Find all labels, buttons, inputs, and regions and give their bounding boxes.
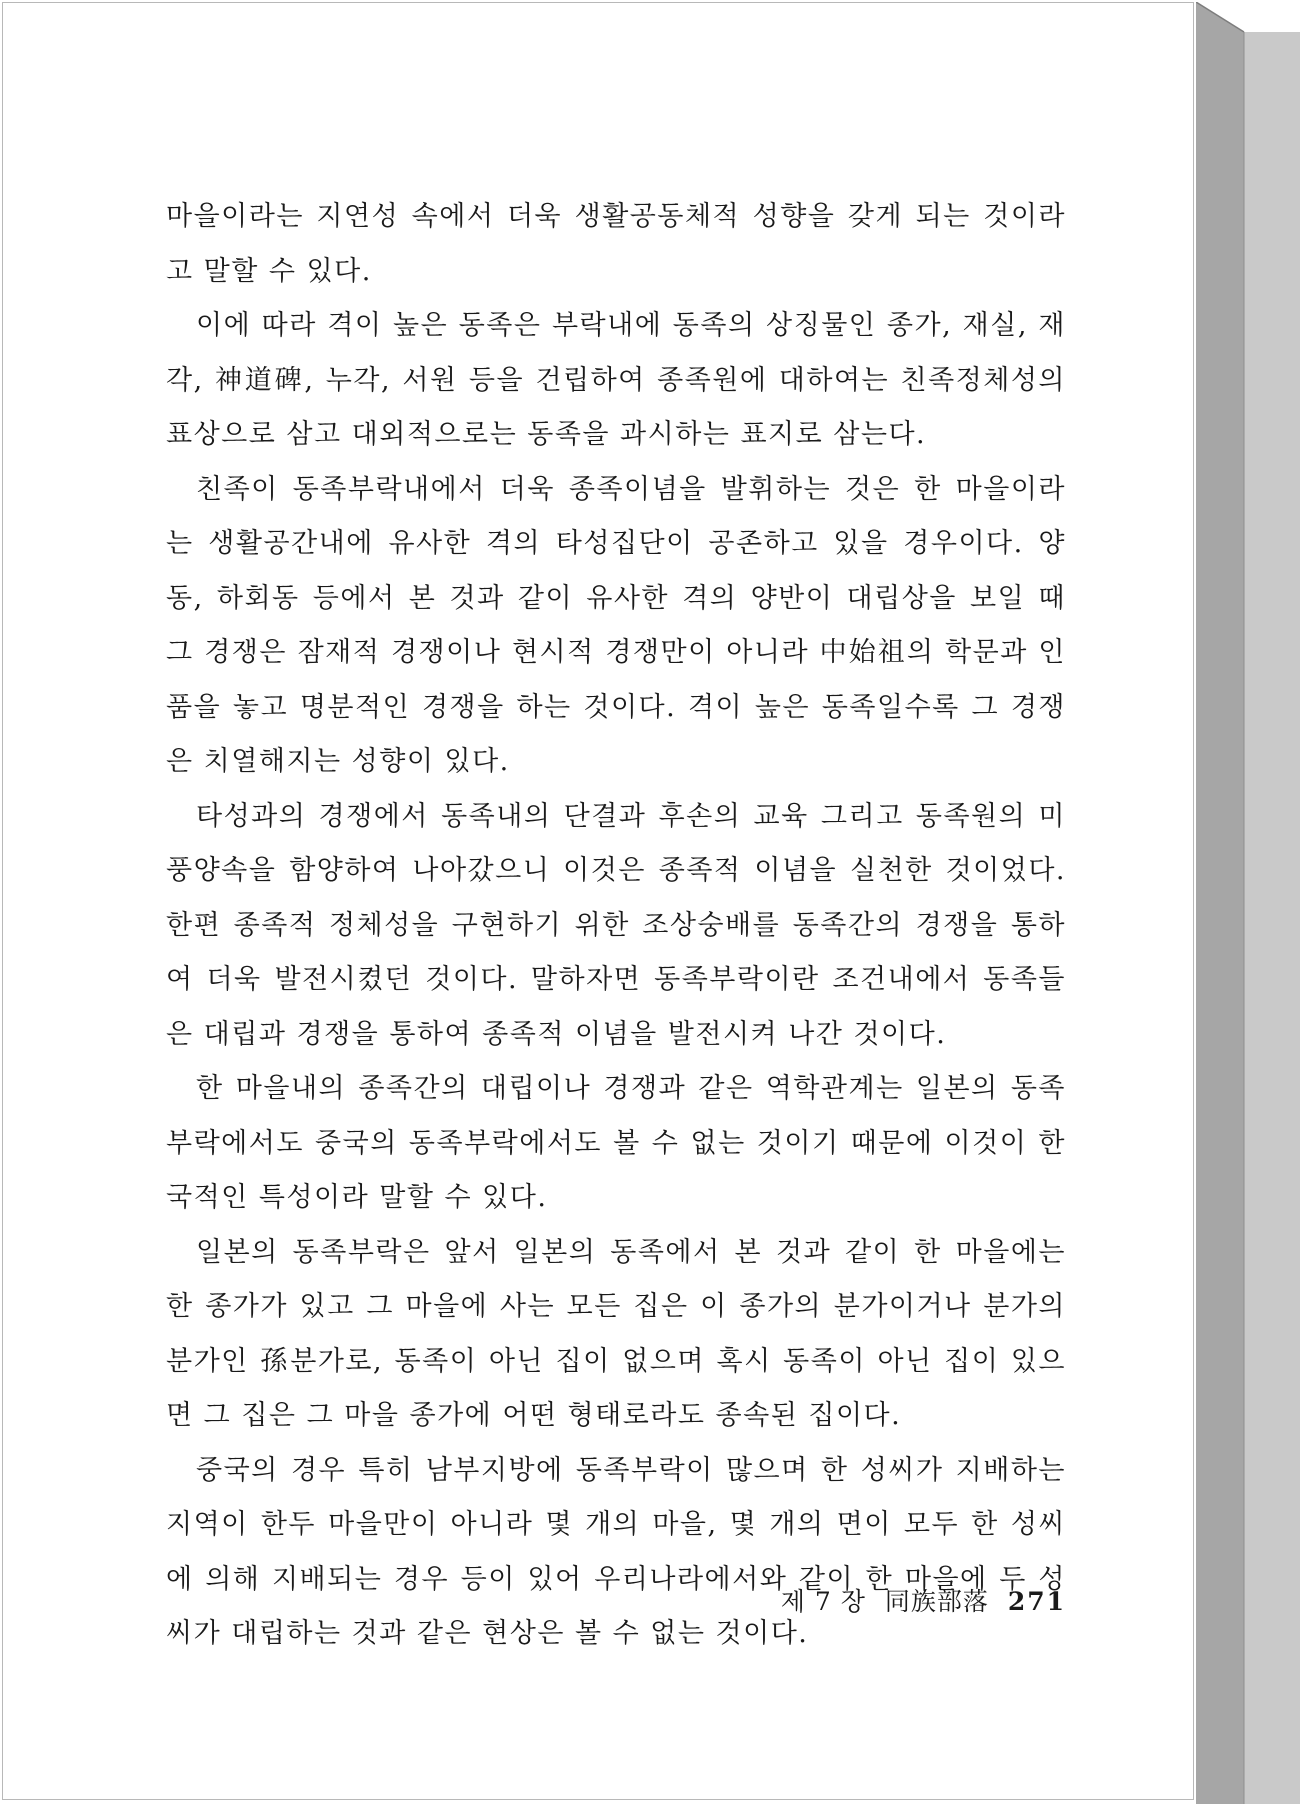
page-number: 271 [1007, 1587, 1066, 1616]
paragraph-3: 친족이 동족부락내에서 더욱 종족이념을 발휘하는 것은 한 마을이라는 생활공간내에 유사한 격의 타성집단이 공존하고 있을 경우이다. 양동, 하회동 등에서 본 것과 같이 유사한 격의 양반이 대립상을 보일 때 그 경쟁은 잠재적 경쟁이나 현시적 경쟁만이 아니라 中始祖의 학문과 인품을 놓고 명분적인 경쟁을 하는 것이다. 격이 높은 동족일수록 그 경쟁은 치열해지는 성향이 있다. [166, 473, 1066, 777]
paragraph-4: 타성과의 경쟁에서 동족내의 단결과 후손의 교육 그리고 동족원의 미풍양속을 함양하여 나아갔으니 이것은 종족적 이념을 실천한 것이었다. 한편 종족적 정체성을 구현하기 위한 조상숭배를 동족간의 경쟁을 통하여 더욱 발전시켰던 것이다. 말하자면 동족부락이란 조건내에서 동족들은 대립과 경쟁을 통하여 종족적 이념을 발전시켜 나간 것이다. [166, 800, 1066, 1050]
paragraph-7: 중국의 경우 특히 남부지방에 동족부락이 많으며 한 성씨가 지배하는 지역이 한두 마을만이 아니라 몇 개의 마을, 몇 개의 면이 모두 한 성씨에 의해 지배되는 경우 등이 있어 우리나라에서와 같이 한 마을에 두 성씨가 대립하는 것과 같은 현상은 볼 수 없는 것이다. [166, 1454, 1066, 1649]
paragraph-6: 일본의 동족부락은 앞서 일본의 동족에서 본 것과 같이 한 마을에는 한 종가가 있고 그 마을에 사는 모든 집은 이 종가의 분가이거나 분가의 분가인 孫분가로, 동족이 아닌 집이 없으며 혹시 동족이 아닌 집이 있으면 그 집은 그 마을 종가에 어떤 형태로라도 종속된 집이다. [166, 1236, 1066, 1431]
body-text [166, 190, 1066, 1662]
footer-chapter: 제 7 장 [780, 1587, 866, 1616]
paragraph-1: 마을이라는 지연성 속에서 더욱 생활공동체적 성향을 갖게 되는 것이라고 말할 수 있다. [166, 201, 1066, 287]
paragraph-5: 한 마을내의 종족간의 대립이나 경쟁과 같은 역학관계는 일본의 동족부락에서도 중국의 동족부락에서도 볼 수 없는 것이기 때문에 이것이 한국적인 특성이라 말할 수 있다. [166, 1073, 1066, 1213]
paragraph-2: 이에 따라 격이 높은 동족은 부락내에 동족의 상징물인 종가, 재실, 재각, 神道碑, 누각, 서원 등을 건립하여 종족원에 대하여는 친족정체성의 표상으로 삼고 대외적으로는 동족을 과시하는 표지로 삼는다. [166, 310, 1066, 450]
book-edge [1196, 2, 1300, 1804]
footer-title: 同族部落 [884, 1587, 989, 1616]
running-footer [766, 1582, 1066, 1618]
